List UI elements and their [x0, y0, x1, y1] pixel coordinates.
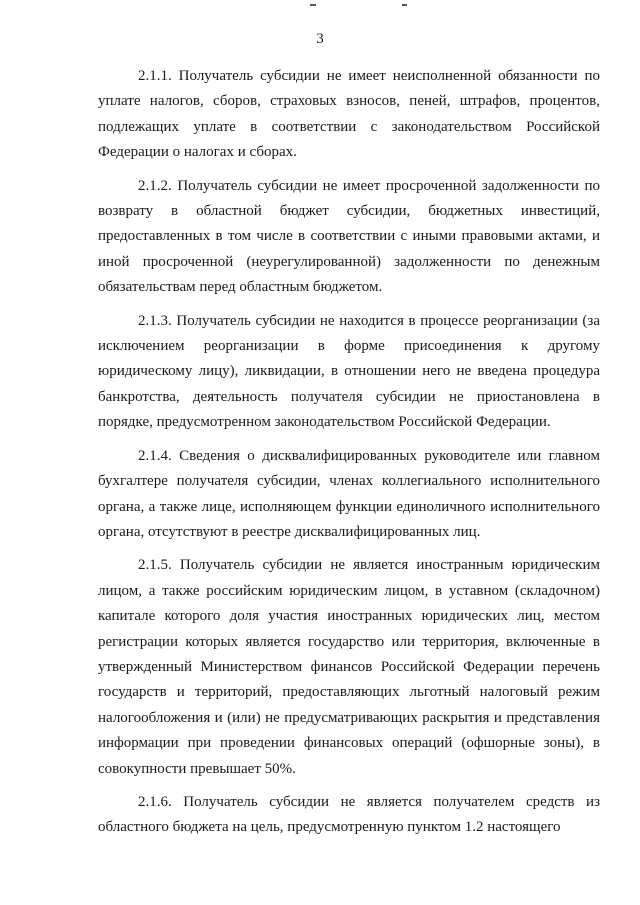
document-body [98, 64, 600, 841]
page-number: 3 [316, 31, 324, 47]
paragraph-2-1-5: 2.1.5. Получатель субсидии не является иностранным юридическим лицом, а также российским юридическим лицом, в уставном (складочном) капитале которого доля участия иностранных юридических лиц, местом регистрации которых является государство или территория, включенные в утвержденный Министерством финансов Российской Федерации перечень государств и территорий, предоставляющих льготный налоговый режим налогообложения и (или) не предусматривающих раскрытия и представления информации при проведении финансовых операций (офшорные зоны), в совокупности превышает 50%. [98, 557, 600, 777]
paragraph-2-1-4: 2.1.4. Сведения о дисквалифицированных руководителе или главном бухгалтере получателя субсидии, членах коллегиального исполнительного органа, а также лице, исполняющем функции единоличного исполнительного органа, отсутствуют в реестре дисквалифицированных лиц. [98, 447, 600, 540]
paragraph-2-1-2: 2.1.2. Получатель субсидии не имеет просроченной задолженности по возврату в областной бюджет субсидии, бюджетных инвестиций, предоставленных в том числе в соответствии с иными правовыми актами, и иной просроченной (неурегулированной) задолженности по денежным обязательствам перед областным бюджетом. [98, 177, 600, 296]
paragraph-2-1-3: 2.1.3. Получатель субсидии не находится в процессе реорганизации (за исключением реорганизации в форме присоединения к другому юридическому лицу), ликвидации, в отношении него не введена процедура банкротства, деятельность получателя субсидии не приостановлена в порядке, предусмотренном законодательством Российской Федерации. [98, 312, 600, 431]
paragraph-2-1-6: 2.1.6. Получатель субсидии не является получателем средств из областного бюджета на цель, предусмотренную пунктом 1.2 настоящего [98, 793, 600, 836]
paragraph-2-1-1: 2.1.1. Получатель субсидии не имеет неисполненной обязанности по уплате налогов, сборов, страховых взносов, пеней, штрафов, процентов, подлежащих уплате в соответствии с законодательством Российской Федерации о налогах и сборах. [98, 68, 600, 161]
scan-artifact-marks [310, 4, 410, 10]
